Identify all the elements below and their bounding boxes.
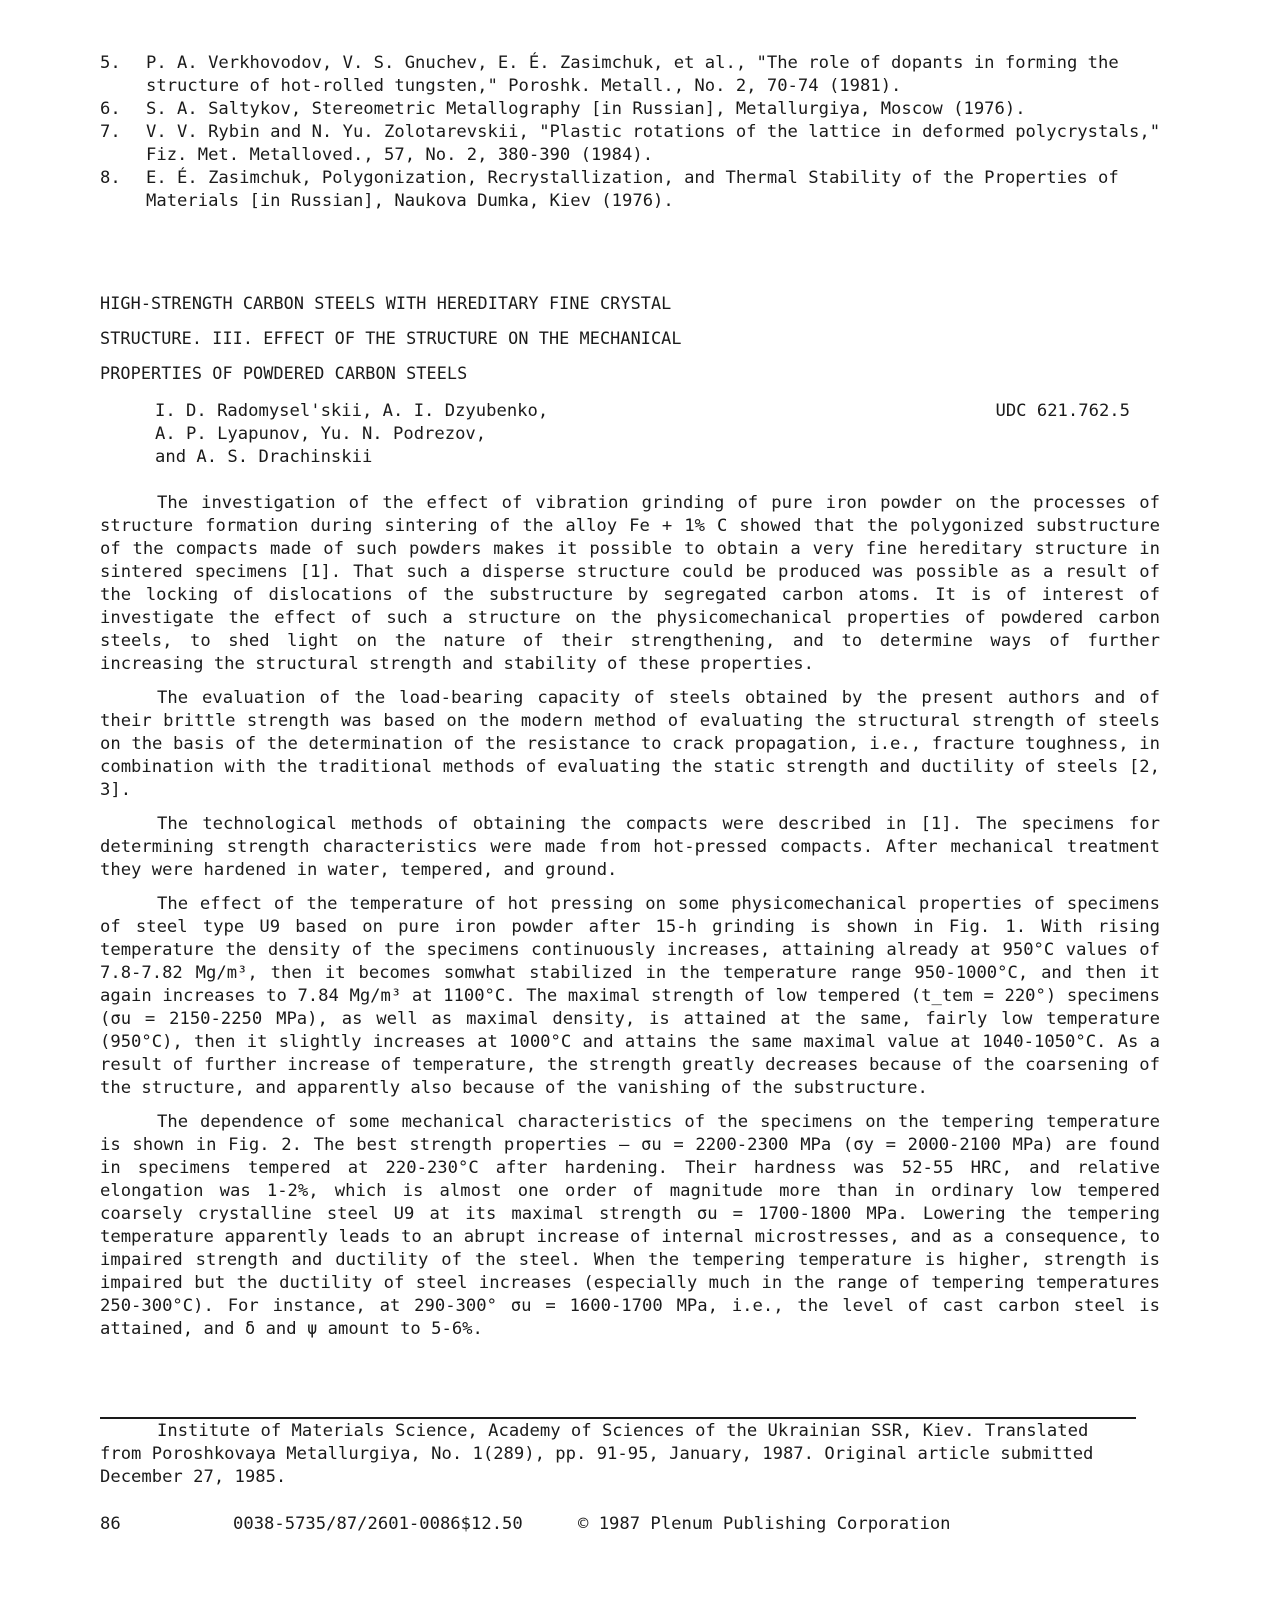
body-paragraph: The evaluation of the load-bearing capacity of steels obtained by the present authors and of their brittle strength was based on the modern method of evaluating the structural strength of steels on the basis of the determination of the resistance to crack propagation, i.e., fracture toughness, in combination with the traditional methods of evaluating the static strength and ductility of steels [2, 3]. [100, 688, 1160, 800]
body-paragraph: The effect of the temperature of hot pressing on some physicomechanical properties of specimens of steel type U9 based on pure iron powder after 15-h grinding is shown in Fig. 1. With rising temperature the density of the specimens continuously increases, attaining already at 950°C values of 7.8-7.82 Mg/m³, then it becomes somwhat stabilized in the temperature range 950-1000°C, and then it again increases to 7.84 Mg/m³ at 1100°C. The maximal strength of low tempered (t_tem = 220°) specimens (σu = 2150-2250 MPa), as well as maximal density, is attained at the same, fairly low temperature (950°C), then it slightly increases at 1000°C and attains the same maximal value at 1040-1050°C. As a result of further increase of temperature, the strength greatly decreases because of the coarsening of the structure, and apparently also because of the vanishing of the substructure. [100, 894, 1160, 1098]
author-list [155, 400, 855, 469]
body-paragraph: The investigation of the effect of vibration grinding of pure iron powder on the processes of structure formation during sintering of the alloy Fe + 1% C showed that the polygonized substructure of the compacts made of such powders makes it possible to obtain a very fine hereditary structure in sintered specimens [1]. That such a disperse structure could be produced was possible as a result of the locking of dislocations of the substructure by segregated carbon atoms. It is of interest of investigate the effect of such a structure on the physicomechanical properties of powdered carbon steels, to shed light on the nature of their strengthening, and to determine ways of further increasing the structural strength and stability of these properties. [100, 493, 1160, 674]
reference-list [100, 52, 1180, 213]
author-line: and A. S. Drachinskii [155, 447, 373, 467]
body-paragraph: The dependence of some mechanical characteristics of the specimens on the tempering temperature is shown in Fig. 2. The best strength properties — σu = 2200-2300 MPa (σy = 2000-2100 MPa) are found in specimens tempered at 220-230°C after hardening. Their hardness was 52-55 HRC, and relative elongation was 1-2%, which is almost one order of magnitude more than in ordinary low tempered coarsely crystalline steel U9 at its maximal strength σu = 1700-1800 MPa. Lowering the tempering temperature apparently leads to an abrupt increase of internal microstresses, and as a consequence, to impaired strength and ductility of the steel. When the tempering temperature is higher, strength is impaired but the ductility of steel increases (especially much in the range of tempering temperatures 250-300°C). For instance, at 290-300° σu = 1600-1700 MPa, i.e., the level of cast carbon steel is attained, and δ and ψ amount to 5-6%. [100, 1112, 1160, 1339]
reference-number: 5. [100, 53, 121, 73]
reference-text: S. A. Saltykov, Stereometric Metallography [in Russian], Metallurgiya, Moscow (1976). [146, 99, 1026, 119]
body-paragraph: The technological methods of obtaining the compacts were described in [1]. The specimens for determining strength characteristics were made from hot-pressed compacts. After mechanical treatment they were hardened in water, tempered, and ground. [100, 814, 1160, 880]
article-body [100, 492, 1160, 1352]
reference-item [100, 121, 1180, 167]
author-line: A. P. Lyapunov, Yu. N. Podrezov, [155, 424, 487, 444]
title-line: PROPERTIES OF POWDERED CARBON STEELS [100, 363, 468, 383]
reference-number: 8. [100, 168, 121, 188]
reference-list-section [100, 52, 1180, 213]
reference-text: V. V. Rybin and N. Yu. Zolotarevskii, "Plastic rotations of the lattice in deformed polycrystals," Fiz. Met. Metalloved., 57, No. 2, 380-390 (1984). [146, 122, 1161, 165]
udc-code: UDC 621.762.5 [995, 401, 1130, 421]
reference-number: 6. [100, 99, 121, 119]
reference-item [100, 98, 1180, 121]
title-line: HIGH-STRENGTH CARBON STEELS WITH HEREDITARY FINE CRYSTAL [100, 293, 672, 313]
page-number: 86 [100, 1514, 121, 1534]
author-line: I. D. Radomysel'skii, A. I. Dzyubenko, [155, 401, 549, 421]
copyright-notice: © 1987 Plenum Publishing Corporation [578, 1514, 951, 1534]
article-title [100, 286, 860, 391]
reference-item [100, 167, 1180, 213]
publication-code: 0038-5735/87/2601-0086$12.50 [233, 1514, 523, 1534]
reference-item [100, 52, 1180, 98]
affiliation-footnote: Institute of Materials Science, Academy of Sciences of the Ukrainian SSR, Kiev. Translated from Poroshkovaya Metallurgiya, No. 1(289), pp. 91-95, January, 1987. Original article submitted December 27, 1985. [100, 1421, 1094, 1487]
reference-text: E. É. Zasimchuk, Polygonization, Recrystallization, and Thermal Stability of the Properties of Materials [in Russian], Naukova Dumka, Kiev (1976). [146, 168, 1119, 211]
title-line: STRUCTURE. III. EFFECT OF THE STRUCTURE ON THE MECHANICAL [100, 328, 682, 348]
reference-text: P. A. Verkhovodov, V. S. Gnuchev, E. É. Zasimchuk, et al., "The role of dopants in forming the structure of hot-rolled tungsten," Poroshk. Metall., No. 2, 70-74 (1981). [146, 53, 1119, 96]
reference-number: 7. [100, 122, 121, 142]
footnote-divider [100, 1417, 1136, 1419]
